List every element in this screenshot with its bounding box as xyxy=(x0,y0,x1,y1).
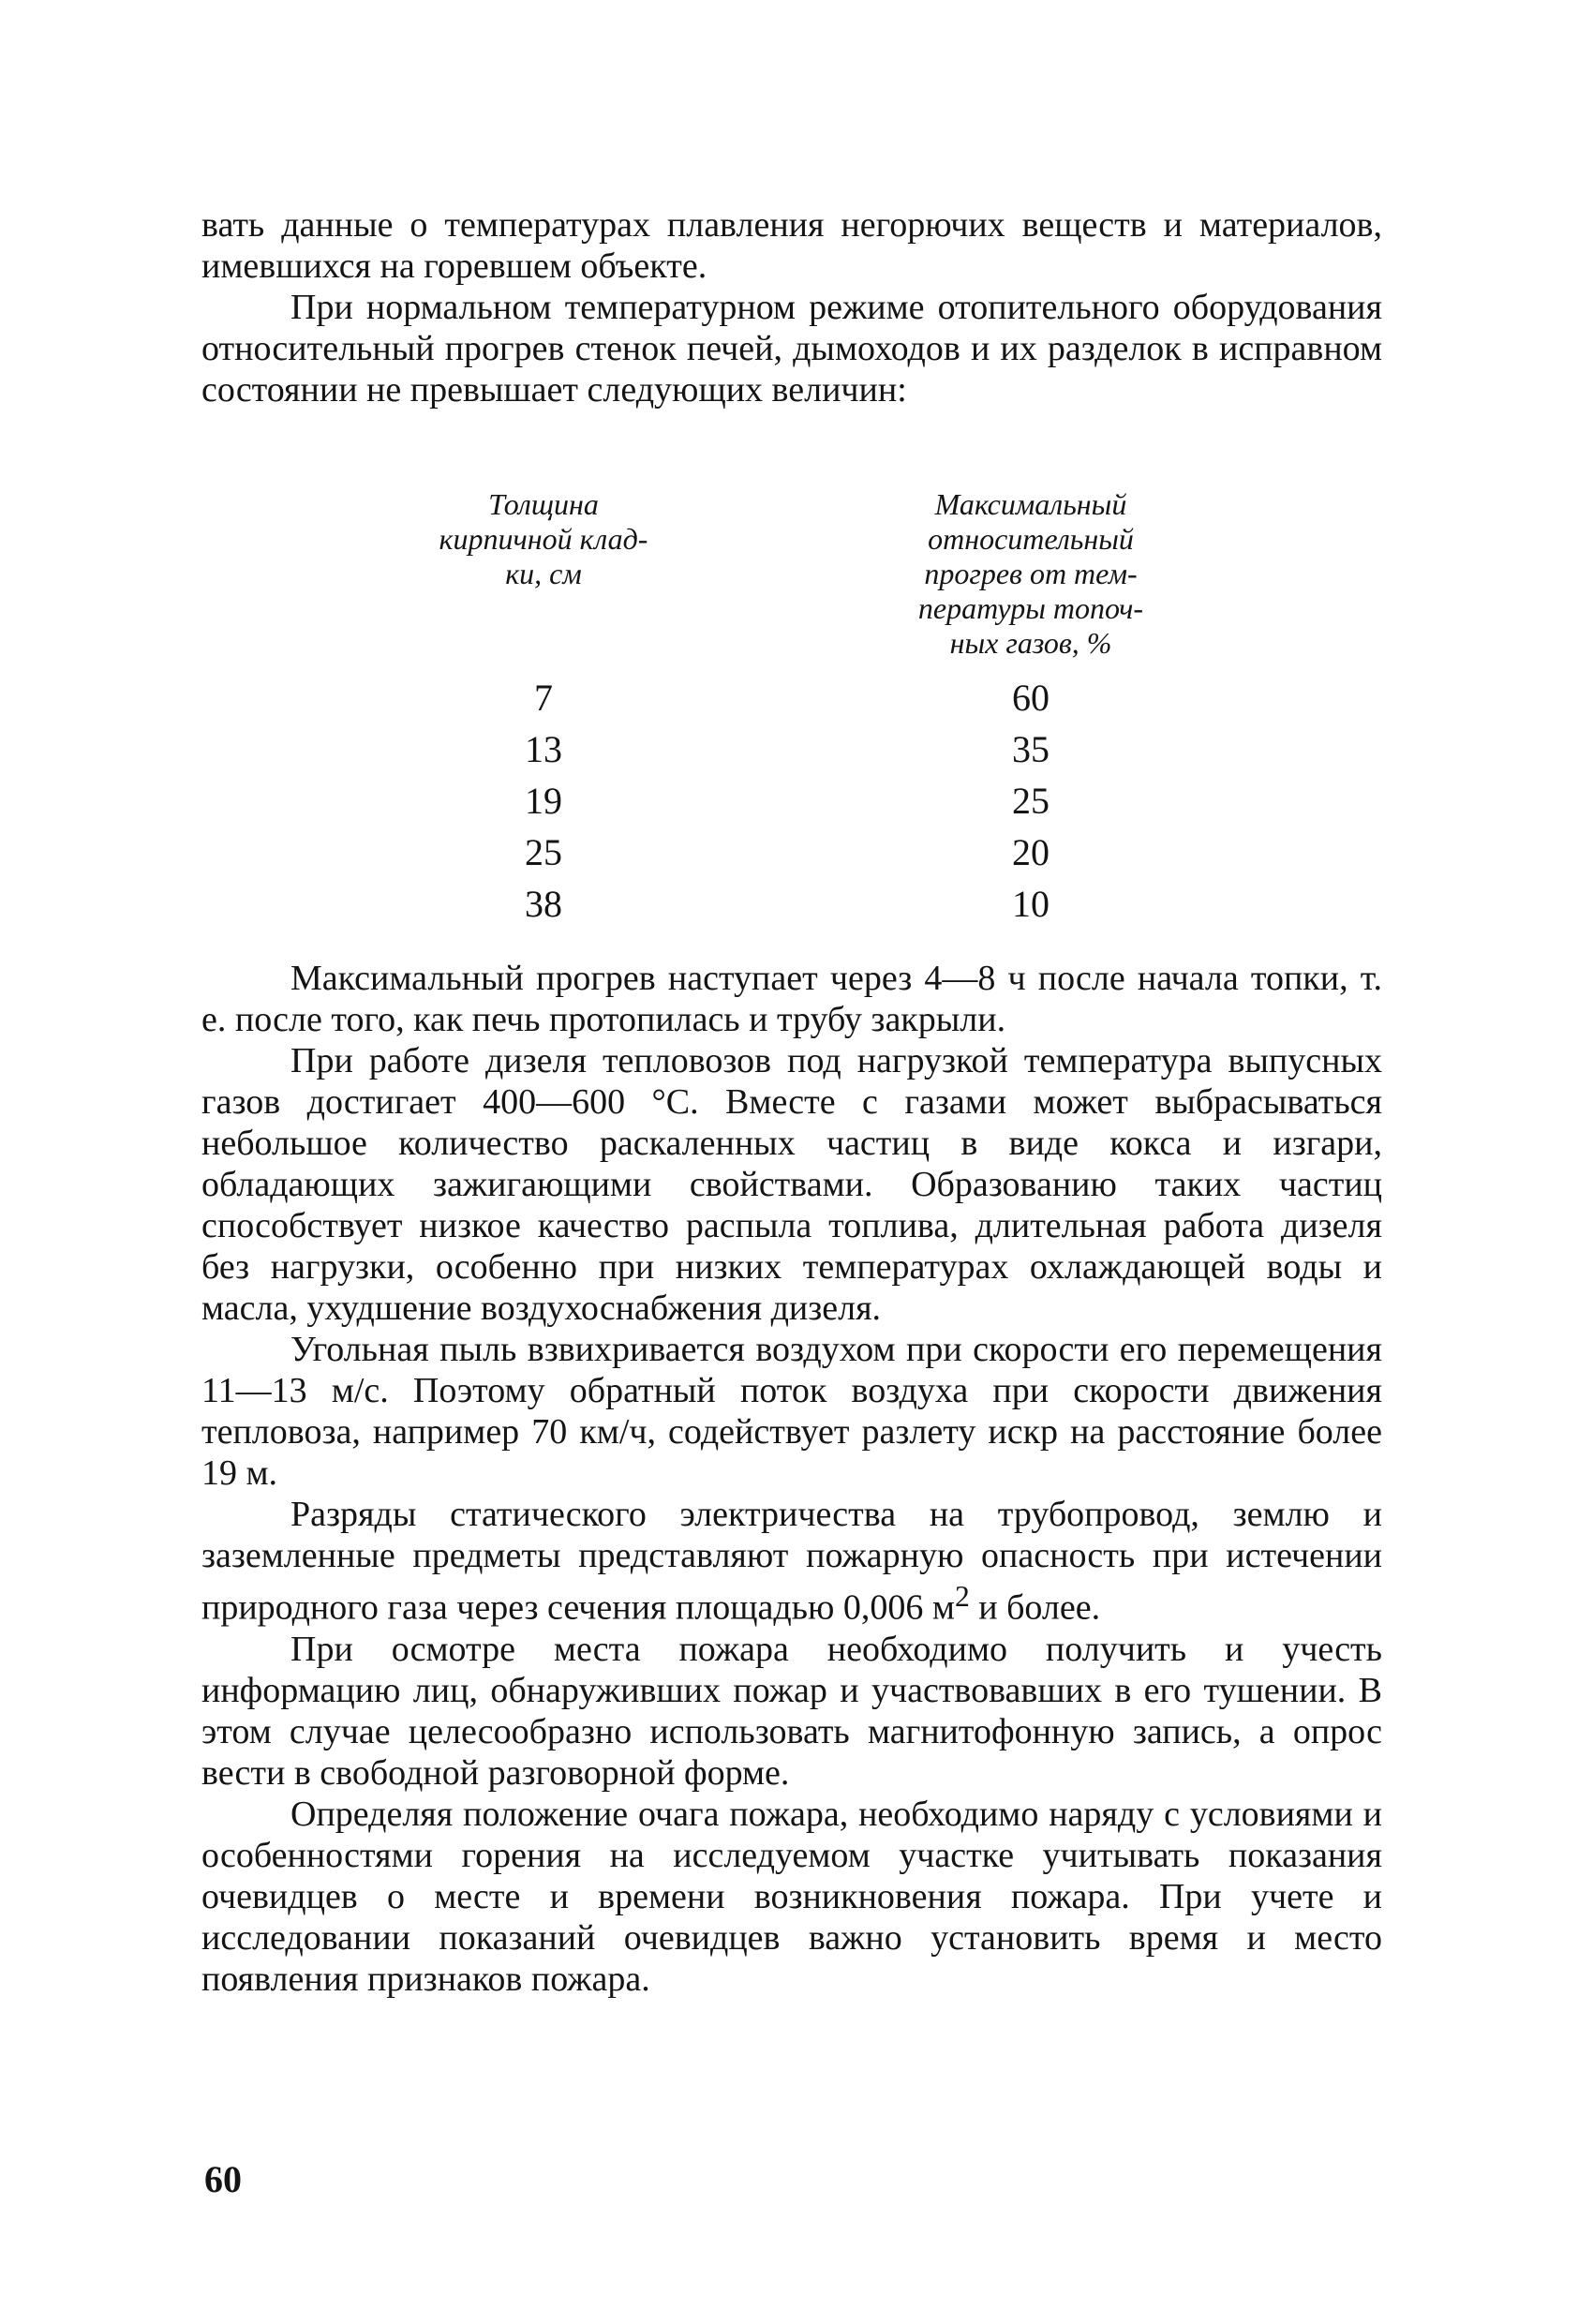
superscript-two: 2 xyxy=(954,1580,970,1613)
table-row xyxy=(403,878,1190,930)
header-line: Толщина xyxy=(488,487,599,521)
page-number: 60 xyxy=(204,2158,242,2200)
paragraph-inspection: При осмотре места пожара необходимо получить и учесть информацию лиц, обнаруживших пожар и участвовавших в его тушении. В этом случае целесообразно использовать магнитофонную запись, а опрос вести в свободной разговорной форме. xyxy=(201,1629,1382,1793)
table-body xyxy=(403,672,1190,930)
cell-thickness: 19 xyxy=(525,780,562,822)
table-row xyxy=(403,672,1190,723)
paragraph-static-electricity xyxy=(201,1494,1382,1629)
static-text-end: и более. xyxy=(969,1587,1101,1628)
header-line: прогрев от тем- xyxy=(924,557,1138,590)
table-row xyxy=(403,775,1190,827)
paragraph-continued: вать данные о температурах плавления негорючих веществ и материалов, имевшихся на горевшем объекте. xyxy=(201,205,1382,286)
table-row xyxy=(403,723,1190,775)
header-line: ных газов, % xyxy=(949,626,1112,660)
paragraph-coal-dust: Угольная пыль взвихривается воздухом при скорости его перемещения 11—13 м/с. Поэтому обратный поток воздуха при скорости движения тепловоза, например 70 км/ч, содействует разлету искр на расстояние более 19 м. xyxy=(201,1330,1382,1493)
cell-thickness: 25 xyxy=(525,831,562,873)
table-header xyxy=(403,487,1190,661)
header-heating xyxy=(871,487,1190,661)
static-text-main: Разряды статического электричества на трубопровод, землю и заземленные предметы представляют пожарную опасность при истечении природного газа через сечения площадью 0,006 м xyxy=(201,1495,1382,1628)
intro-text xyxy=(201,204,1382,410)
cell-thickness: 38 xyxy=(525,883,562,925)
paragraph-diesel: При работе дизеля тепловозов под нагрузкой температура выпусных газов достигает 400—600 °С. Вместе с газами может выбрасываться небольшое количество раскаленных частиц в виде кокса и изгари, обладающих зажигающими свойствами. Образованию таких частиц способствует низкое качество распыла топлива, длительная работа дизеля без нагрузки, особенно при низких температурах охлаждающей воды и масла, ухудшение воздухоснабжения дизеля. xyxy=(201,1041,1382,1328)
cell-heating: 10 xyxy=(1012,883,1050,925)
header-line: относительный xyxy=(928,522,1134,556)
header-line: кирпичной клад- xyxy=(439,522,648,556)
cell-heating: 35 xyxy=(1012,728,1050,770)
header-thickness xyxy=(403,487,684,661)
cell-heating: 60 xyxy=(1012,677,1050,719)
paragraph-fire-origin: Определяя положение очага пожара, необходимо наряду с условиями и особенностями горения на исследуемом участке учитывать показания очевидцев о месте и времени возникновения пожара. При учете и исследовании показаний очевидцев важно установить время и место появления признаков пожара. xyxy=(201,1794,1382,1999)
paragraph-max-heating: Максимальный прогрев наступает через 4—8 ч после начала топки, т. е. после того, как печь протопилась и трубу закрыли. xyxy=(201,959,1382,1039)
header-line: пературы топоч- xyxy=(917,591,1144,625)
cell-heating: 25 xyxy=(1012,780,1050,822)
header-line: Максимальный xyxy=(934,487,1127,521)
cell-heating: 20 xyxy=(1012,831,1050,873)
cell-thickness: 7 xyxy=(534,677,553,719)
paragraph-heating-norms: При нормальном температурном режиме отопительного оборудования относительный прогрев стенок печей, дымоходов и их разделок в исправном состоянии не превышает следующих величин: xyxy=(201,288,1382,410)
heating-table xyxy=(403,487,1190,930)
header-line: ки, см xyxy=(505,557,582,590)
cell-thickness: 13 xyxy=(525,728,562,770)
table-row xyxy=(403,827,1190,878)
body-text xyxy=(201,958,1382,2000)
